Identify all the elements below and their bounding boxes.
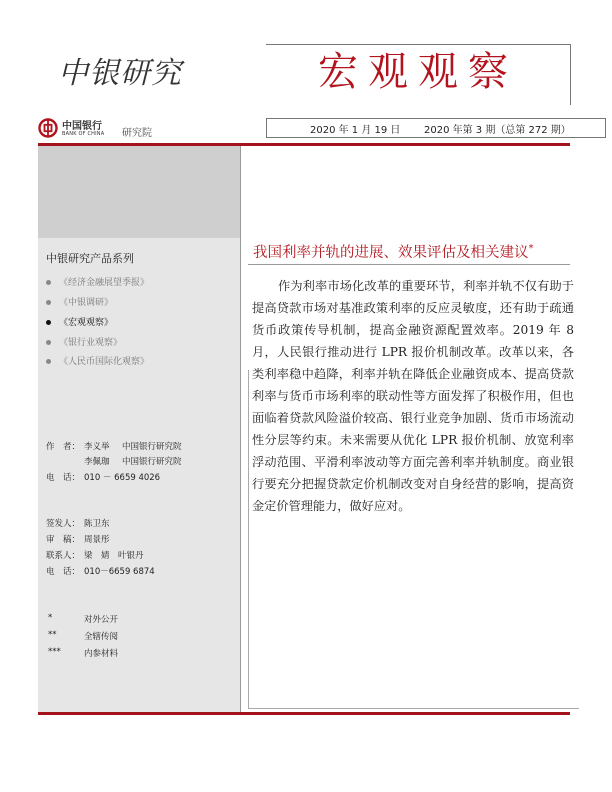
series-item-label: 《人民币国际化观察》 <box>59 357 150 367</box>
issue-number: 2020 年第 3 期（总第 272 期） <box>424 125 571 136</box>
contact-phone-label: 电 话： <box>46 567 81 577</box>
reviewer-label: 审 稿： <box>46 535 81 545</box>
contact-label: 联系人： <box>46 551 81 561</box>
signer-label: 签发人： <box>46 519 81 529</box>
brand-script-logo: 中银研究 <box>58 56 182 91</box>
contact-value: 梁 婧 叶银丹 <box>84 551 144 561</box>
bullet-icon <box>46 359 51 364</box>
footnote-mark: * <box>528 243 534 255</box>
series-title: 中银研究产品系列 <box>46 252 134 265</box>
author-org: 中国银行研究院 <box>122 457 182 467</box>
sidebar-top-band <box>38 146 240 238</box>
institute-label: 研究院 <box>122 128 152 139</box>
issue-date: 2020 年 1 月 19 日 <box>310 125 401 136</box>
classification-label: 对外公开 <box>84 615 119 625</box>
title-divider <box>248 264 570 265</box>
bullet-icon <box>46 280 51 285</box>
series-item-banking <box>46 335 122 348</box>
bullet-icon <box>46 300 51 305</box>
bank-of-china-logo-icon <box>38 118 58 138</box>
logo-chinese-name: 中国银行 <box>62 121 102 132</box>
series-item-label: 《中银调研》 <box>59 298 114 308</box>
phone-label: 电 话： <box>46 473 81 483</box>
reviewer-value: 周景彤 <box>84 535 110 545</box>
author-org: 中国银行研究院 <box>122 442 182 452</box>
logo-english-name: BANK OF CHINA <box>62 131 105 137</box>
contact-phone-value: 010－6659 6874 <box>84 567 155 577</box>
article-title-text: 我国利率并轨的进展、效果评估及相关建议 <box>253 245 529 261</box>
bullet-icon <box>46 320 51 325</box>
phone-value: 010 － 6659 4026 <box>84 473 161 483</box>
author-name: 李佩珈 <box>84 457 110 467</box>
series-item-label: 《经济金融展望季报》 <box>59 278 150 288</box>
article-abstract: 作为利率市场化改革的重要环节，利率并轨不仅有助于提高贷款市场对基准政策利率的反应灵敏度，还有助于疏通货币政策传导机制，提高金融资源配置效率。2019 年 8 月，人民银行推动进行 LPR 报价机制改革。改革以来，各类利率稳中趋降，利率并轨在降低企业融资成本、提高贷款利率与货币市场利率的联动性等方面发挥了积极作用，但也面临着贷款风险溢价较高、银行业竞争加剧、货币市场流动性分层等约束。未来需要从优化 LPR 报价机制、放宽利率浮动范围、平滑利率波动等方面完善利率并轨制度。商业银行要充分把握贷款定价机制改变对自身经营的影响，提高资金定价管理能力，做好应对。 <box>252 279 574 513</box>
classification-mark: *** <box>48 647 61 657</box>
classification-mark: ** <box>48 630 57 640</box>
classification-label: 全辖传阅 <box>84 632 119 642</box>
classification-mark: * <box>48 613 53 623</box>
series-item-outlook <box>46 275 149 288</box>
series-item-label: 《宏观观察》 <box>59 318 114 328</box>
series-item-rmb <box>46 354 149 367</box>
bullet-icon <box>46 340 51 345</box>
series-item-macro <box>46 315 113 328</box>
sidebar-border <box>240 146 241 712</box>
signer-value: 陈卫东 <box>84 519 110 529</box>
author-name: 李义举 <box>84 442 110 452</box>
series-item-research <box>46 295 113 308</box>
footer-divider <box>38 712 570 715</box>
publication-title: 宏观观察 <box>318 49 518 95</box>
authors-label: 作 者： <box>46 442 81 452</box>
article-title <box>253 241 534 262</box>
classification-label: 内参材料 <box>84 649 119 659</box>
series-item-label: 《银行业观察》 <box>59 338 123 348</box>
